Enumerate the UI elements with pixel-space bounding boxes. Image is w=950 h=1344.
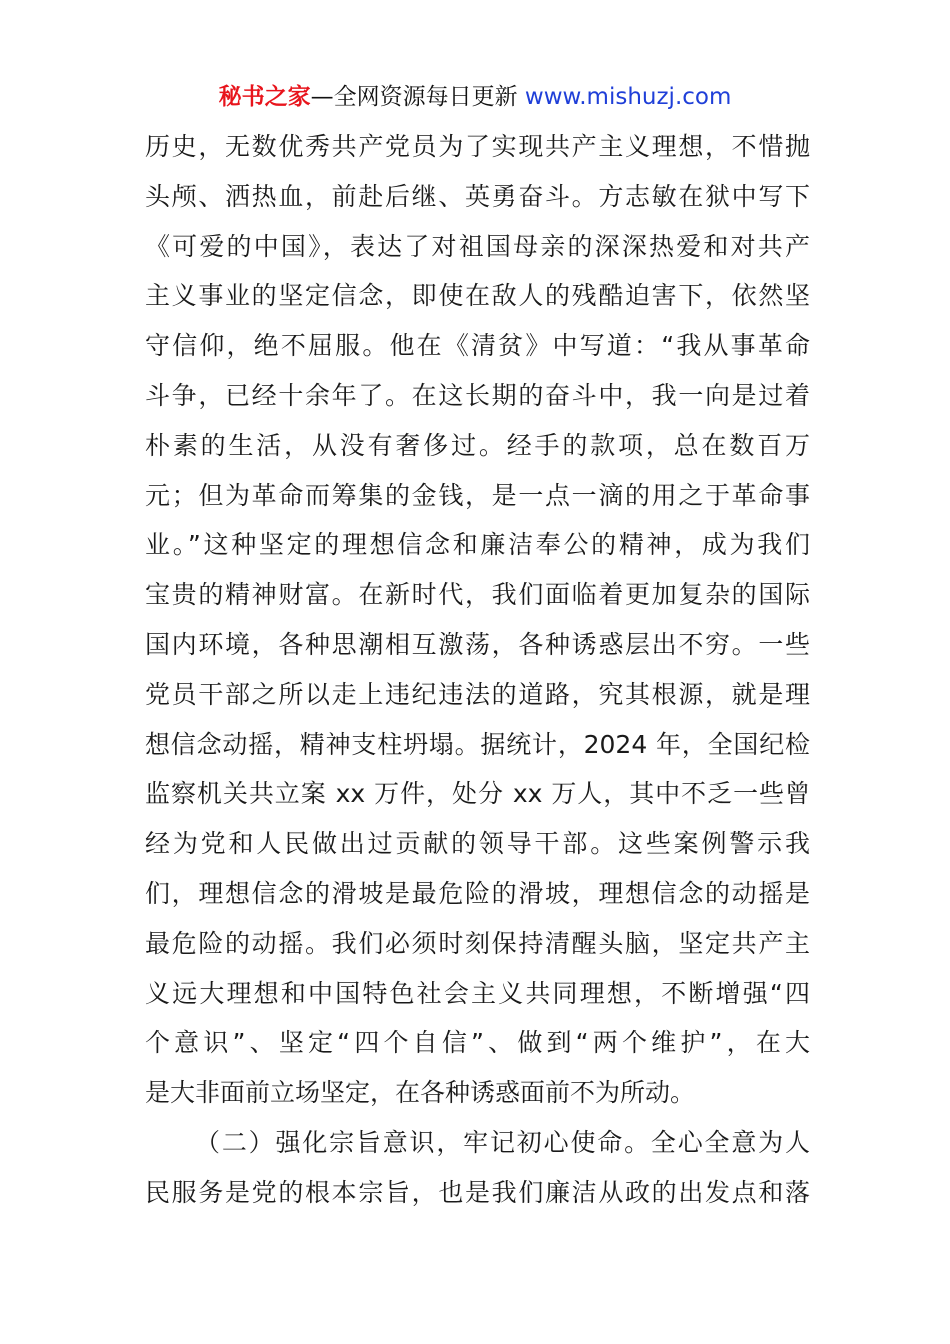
header-tagline: —全网资源每日更新 <box>310 84 518 110</box>
text-line: 监察机关共立案 xx 万件，处分 xx 万人，其中不乏一些曾 <box>145 779 810 809</box>
text-line: 主义事业的坚定信念，即使在敌人的残酷迫害下，依然坚 <box>145 281 810 311</box>
paragraph-end-line: 是大非面前立场坚定，在各种诱惑面前不为所动。 <box>145 1078 696 1108</box>
text-line: 义远大理想和中国特色社会主义共同理想，不断增强“四 <box>145 978 810 1008</box>
text-line: 《可爱的中国》，表达了对祖国母亲的深深热爱和对共产 <box>145 231 810 261</box>
brand-name: 秘书之家 <box>218 84 311 110</box>
text-line: 国内环境，各种思潮相互激荡，各种诱惑层出不穷。一些 <box>145 629 810 659</box>
text-line: 们，理想信念的滑坡是最危险的滑坡，理想信念的动摇是 <box>145 878 810 908</box>
document-body <box>145 122 810 1218</box>
page-header <box>0 80 950 114</box>
text-line: 元；但为革命而筹集的金钱，是一点一滴的用之于革命事 <box>145 480 810 510</box>
text-line: 党员干部之所以走上违纪违法的道路，究其根源，就是理 <box>145 679 810 709</box>
site-url-link[interactable]: www.mishuzj.com <box>524 84 732 110</box>
text-line: 业。”这种坚定的理想信念和廉洁奉公的精神，成为我们 <box>145 530 810 560</box>
text-line: 历史，无数优秀共产党员为了实现共产主义理想，不惜抛 <box>145 132 810 161</box>
text-line: 个意识”、坚定“四个自信”、做到“两个维护”，在大 <box>145 1028 810 1058</box>
text-line: 经为党和人民做出过贡献的领导干部。这些案例警示我 <box>145 829 810 859</box>
section-heading-line: （二）强化宗旨意识，牢记初心使命。全心全意为人 <box>195 1127 810 1157</box>
text-line: 守信仰，绝不屈服。他在《清贫》中写道：“我从事革命 <box>145 331 810 361</box>
text-line: 宝贵的精神财富。在新时代，我们面临着更加复杂的国际 <box>145 580 810 610</box>
text-line: 朴素的生活，从没有奢侈过。经手的款项，总在数百万 <box>145 430 810 460</box>
text-line: 最危险的动摇。我们必须时刻保持清醒头脑，坚定共产主 <box>145 928 810 958</box>
text-line: 民服务是党的根本宗旨，也是我们廉洁从政的出发点和落 <box>145 1177 810 1207</box>
text-line: 想信念动摇，精神支柱坍塌。据统计，2024 年，全国纪检 <box>145 729 810 759</box>
text-line: 斗争，已经十余年了。在这长期的奋斗中，我一向是过着 <box>145 380 810 410</box>
text-line: 头颅、洒热血，前赴后继、英勇奋斗。方志敏在狱中写下 <box>145 181 810 211</box>
